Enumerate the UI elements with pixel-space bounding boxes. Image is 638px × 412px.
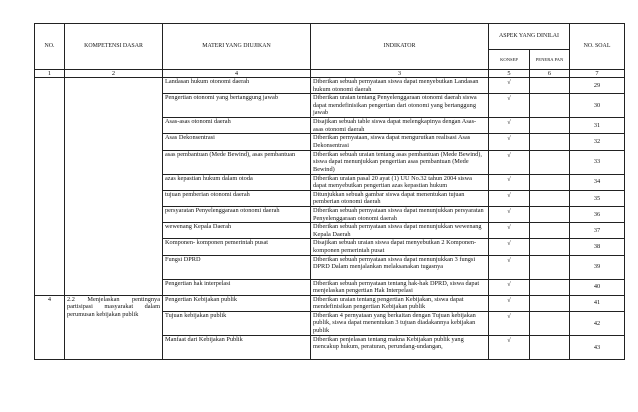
indikator-cell: Diberikan sebuah pernyataan siswa dapat menunjukkan 3 fungsi DPRD Dalam menjalankan melaksanakan tugasnya bbox=[311, 255, 489, 279]
indikator-cell: Diberikan sebuah pernyataan siswa dapat menunjukkan persyaratan Penyelenggaraan otonomi daerah bbox=[311, 206, 489, 222]
materi-cell: Komponen- komponen pemerintah pusat bbox=[163, 239, 311, 255]
no-soal-cell: 39 bbox=[570, 255, 625, 279]
column-number: 7 bbox=[570, 70, 625, 78]
konsep-check: √ bbox=[489, 255, 530, 279]
header-aspek: ASPEK YANG DINILAI bbox=[489, 24, 570, 50]
header-no-soal: NO. SOAL bbox=[570, 24, 625, 70]
header-kompetensi: KOMPETENSI DASAR bbox=[65, 24, 163, 70]
penerapan-cell bbox=[530, 174, 570, 190]
indikator-cell: Diberikan penjelasan tentang makna Kebijakan publik yang mencakup hukum, peraturan, perundang-undangan, bbox=[311, 335, 489, 359]
materi-cell: Asas-asas otonomi daerah bbox=[163, 118, 311, 134]
indikator-cell: Diberikan sebuah uraian tentang asas pembantuan (Mede Bewind), siswa dapat menunjukkan pengertian asas pembantuan (Mede Bewind) bbox=[311, 150, 489, 174]
no-soal-cell: 37 bbox=[570, 223, 625, 239]
column-number: 5 bbox=[489, 70, 530, 78]
penerapan-cell bbox=[530, 311, 570, 335]
materi-cell: wewenang Kepala Daerah bbox=[163, 223, 311, 239]
no-soal-cell: 41 bbox=[570, 295, 625, 311]
penerapan-cell bbox=[530, 206, 570, 222]
no-soal-cell: 31 bbox=[570, 118, 625, 134]
row-no bbox=[35, 78, 65, 296]
konsep-check: √ bbox=[489, 335, 530, 359]
indikator-cell: Diberikan uraian tentang pengertian Kebijakan, siswa dapat mendefinisikan pengertian Kebijakan publik bbox=[311, 295, 489, 311]
materi-cell: Pengertian Kebijakan publik bbox=[163, 295, 311, 311]
penerapan-cell bbox=[530, 223, 570, 239]
indikator-cell: Diberikan sebuah pernyataan siswa dapat menunjukkan wewenang Kepala Daerah bbox=[311, 223, 489, 239]
no-soal-cell: 33 bbox=[570, 150, 625, 174]
no-soal-cell: 35 bbox=[570, 190, 625, 206]
penerapan-cell bbox=[530, 78, 570, 94]
column-number: 1 bbox=[35, 70, 65, 78]
column-number: 6 bbox=[530, 70, 570, 78]
materi-cell: Manfaat dari Kebijakan Publik bbox=[163, 335, 311, 359]
indikator-cell: Diberikan pernyataan, siswa dapat mengurutkan realisasi Asas Dekonsentrasi bbox=[311, 134, 489, 150]
row-no: 4 bbox=[35, 295, 65, 359]
konsep-check: √ bbox=[489, 174, 530, 190]
konsep-check: √ bbox=[489, 279, 530, 295]
materi-cell: Pengertian hak interpelasi bbox=[163, 279, 311, 295]
kisi-kisi-table bbox=[34, 23, 625, 360]
indikator-cell: Ditunjukkan sebuah gambar siswa dapat menentukan tujuan pemberian otonomi daerah bbox=[311, 190, 489, 206]
no-soal-cell: 38 bbox=[570, 239, 625, 255]
header-konsep: KONSEP bbox=[489, 50, 530, 70]
materi-cell: tujuan pemberian otonomi daerah bbox=[163, 190, 311, 206]
penerapan-cell bbox=[530, 295, 570, 311]
penerapan-cell bbox=[530, 150, 570, 174]
no-soal-cell: 32 bbox=[570, 134, 625, 150]
konsep-check: √ bbox=[489, 94, 530, 118]
document-page bbox=[34, 23, 625, 360]
column-number-row bbox=[35, 70, 625, 78]
materi-cell: Pengertian otonomi yang bertanggung jawab bbox=[163, 94, 311, 118]
header-no: NO. bbox=[35, 24, 65, 70]
no-soal-cell: 30 bbox=[570, 94, 625, 118]
indikator-cell: Diberikan sebuah pernyataan tentang hak-hak DPRD, siswa dapat menjelaskan pengertian Hak Interpelasi bbox=[311, 279, 489, 295]
indikator-cell: Diberikan sebuah pernyataan siswa dapat menyebutkan Landasan hukum otonomi daerah bbox=[311, 78, 489, 94]
penerapan-cell bbox=[530, 335, 570, 359]
column-number: 3 bbox=[311, 70, 489, 78]
indikator-cell: Diberikan uraian pasal 20 ayat (1) UU No.32 tahun 2004 siswa dapat menyebutkan pengertian azas kepastian hukum bbox=[311, 174, 489, 190]
penerapan-cell bbox=[530, 279, 570, 295]
konsep-check: √ bbox=[489, 150, 530, 174]
materi-cell: Asas Dekonsentrasi bbox=[163, 134, 311, 150]
header-penerapan: PENERA PAN bbox=[530, 50, 570, 70]
header-row bbox=[35, 24, 625, 50]
header-indikator: INDIKATOR bbox=[311, 24, 489, 70]
penerapan-cell bbox=[530, 94, 570, 118]
materi-cell: persyaratan Penyelenggaraan otonomi daerah bbox=[163, 206, 311, 222]
no-soal-cell: 36 bbox=[570, 206, 625, 222]
kompetensi-dasar: 2.2 Menjelaskan pentingnya partisipasi masyarakat dalam perumusan kebijakan publik bbox=[65, 295, 163, 359]
column-number: 4 bbox=[163, 70, 311, 78]
materi-cell: Tujuan kebijakan publik bbox=[163, 311, 311, 335]
materi-cell: Landasan hukum otonomi daerah bbox=[163, 78, 311, 94]
penerapan-cell bbox=[530, 134, 570, 150]
table-row bbox=[35, 78, 625, 94]
penerapan-cell bbox=[530, 190, 570, 206]
konsep-check: √ bbox=[489, 239, 530, 255]
materi-cell: Fungsi DPRD bbox=[163, 255, 311, 279]
indikator-cell: Disajikan sebuah uraian siswa dapat menyebutkan 2 Komponen- komponen pemerintah pusat bbox=[311, 239, 489, 255]
column-number: 2 bbox=[65, 70, 163, 78]
no-soal-cell: 42 bbox=[570, 311, 625, 335]
table-row bbox=[35, 295, 625, 311]
konsep-check: √ bbox=[489, 223, 530, 239]
konsep-check: √ bbox=[489, 311, 530, 335]
penerapan-cell bbox=[530, 118, 570, 134]
konsep-check: √ bbox=[489, 134, 530, 150]
header-materi: MATERI YANG DIUJIKAN bbox=[163, 24, 311, 70]
indikator-cell: Diberikan 4 pernyataan yang berkaitan dengan Tujuan kebijakan publik, siswa dapat menentukan 3 tujuan diadakannya kebijakan publik bbox=[311, 311, 489, 335]
materi-cell: asas pembantuan (Mede Bewind), asas pembantuan bbox=[163, 150, 311, 174]
no-soal-cell: 34 bbox=[570, 174, 625, 190]
no-soal-cell: 43 bbox=[570, 335, 625, 359]
konsep-check: √ bbox=[489, 78, 530, 94]
materi-cell: azas kepastian hukum dalam otoda bbox=[163, 174, 311, 190]
konsep-check: √ bbox=[489, 206, 530, 222]
penerapan-cell bbox=[530, 255, 570, 279]
no-soal-cell: 40 bbox=[570, 279, 625, 295]
konsep-check: √ bbox=[489, 190, 530, 206]
no-soal-cell: 29 bbox=[570, 78, 625, 94]
konsep-check: √ bbox=[489, 295, 530, 311]
indikator-cell: Diberikan uraian tentang Penyelenggaraan otonomi daerah siswa dapat mendefinisikan pengertian dari otonomi yang bertanggung jawab bbox=[311, 94, 489, 118]
konsep-check: √ bbox=[489, 118, 530, 134]
kompetensi-dasar bbox=[65, 78, 163, 296]
penerapan-cell bbox=[530, 239, 570, 255]
indikator-cell: Disajikan sebuah table siswa dapat melengkapinya dengan Asas-asas otonomi daerah bbox=[311, 118, 489, 134]
